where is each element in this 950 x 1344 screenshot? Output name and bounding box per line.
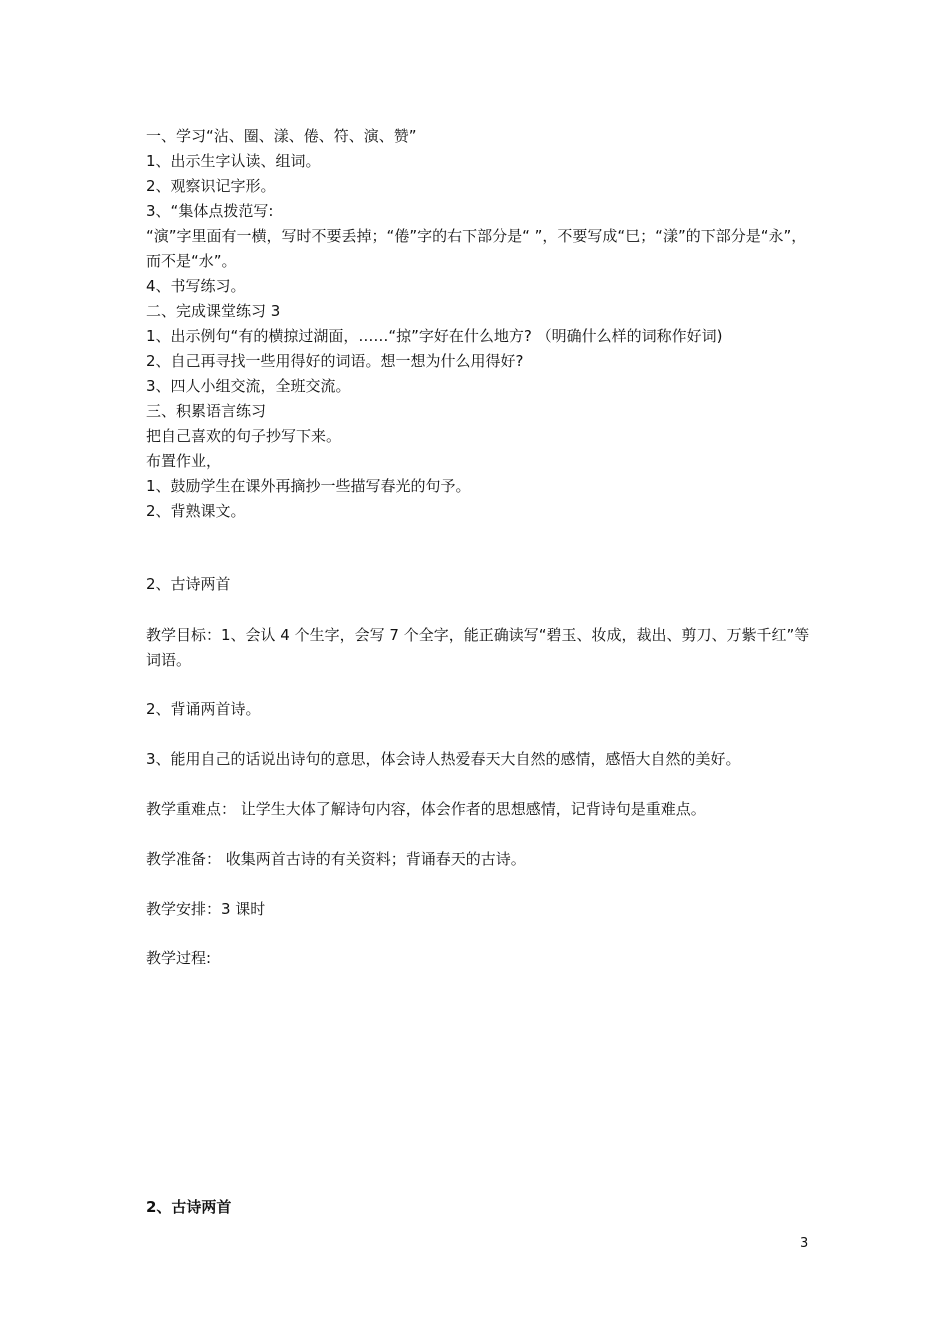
bold-section-title: 2、古诗两首: [146, 1198, 232, 1216]
page-number: 3: [800, 1236, 809, 1251]
teaching-goal-1: 教学目标：1、会认 4 个生字，会写 7 个全字，能正确读写“碧玉、妆成，裁出、剪刀、万紫千红”等词语。: [146, 626, 810, 669]
section3-heading: 三、积累语言练习: [146, 402, 267, 420]
section1-item-1: 1、出示生字认读、组词。: [146, 152, 321, 170]
teaching-preparation: 教学准备： 收集两首古诗的有关资料；背诵春天的古诗。: [146, 850, 526, 868]
teaching-goal-2: 2、背诵两首诗。: [146, 700, 261, 718]
teaching-difficulty: 教学重难点： 让学生大体了解诗句内容，体会作者的思想感情，记背诗句是重难点。: [146, 800, 706, 818]
lesson2-title: 2、古诗两首: [146, 575, 231, 593]
teaching-process: 教学过程:: [146, 949, 212, 967]
teaching-schedule: 教学安排：3 课时: [146, 900, 266, 918]
section2-item-2: 2、自己再寻找一些用得好的词语。想一想为什么用得好?: [146, 352, 524, 370]
section1-heading: 一、学习“沾、圈、漾、倦、符、演、赞”: [146, 127, 417, 145]
section3-line-1: 把自己喜欢的句子抄写下来。: [146, 427, 342, 445]
section2-item-3: 3、四人小组交流，全班交流。: [146, 377, 351, 395]
section1-item-2: 2、观察识记字形。: [146, 177, 276, 195]
homework-item-2: 2、背熟课文。: [146, 502, 246, 520]
homework-item-1: 1、鼓励学生在课外再摘抄一些描写春光的句予。: [146, 477, 471, 495]
section2-item-1: 1、出示例句“有的横掠过湖面，……“掠”字好在什么地方? （明确什么样的词称作好词): [146, 327, 723, 345]
homework-title: 布置作业，: [146, 452, 222, 470]
section1-item-4: 4、书写练习。: [146, 277, 246, 295]
teaching-goal-3: 3、能用自己的话说出诗句的意思，体会诗人热爱春天大自然的感情，感悟大自然的美好。: [146, 750, 741, 768]
section2-heading: 二、完成课堂练习 3: [146, 302, 281, 320]
section1-item-3: 3、“集体点拨范写:: [146, 202, 274, 220]
section1-note: “演”字里面有一横，写时不要丢掉；“倦”字的右下部分是“ ”，不要写成“巳；“漾”的下部分是“永”，而不是“水”。: [146, 227, 807, 270]
